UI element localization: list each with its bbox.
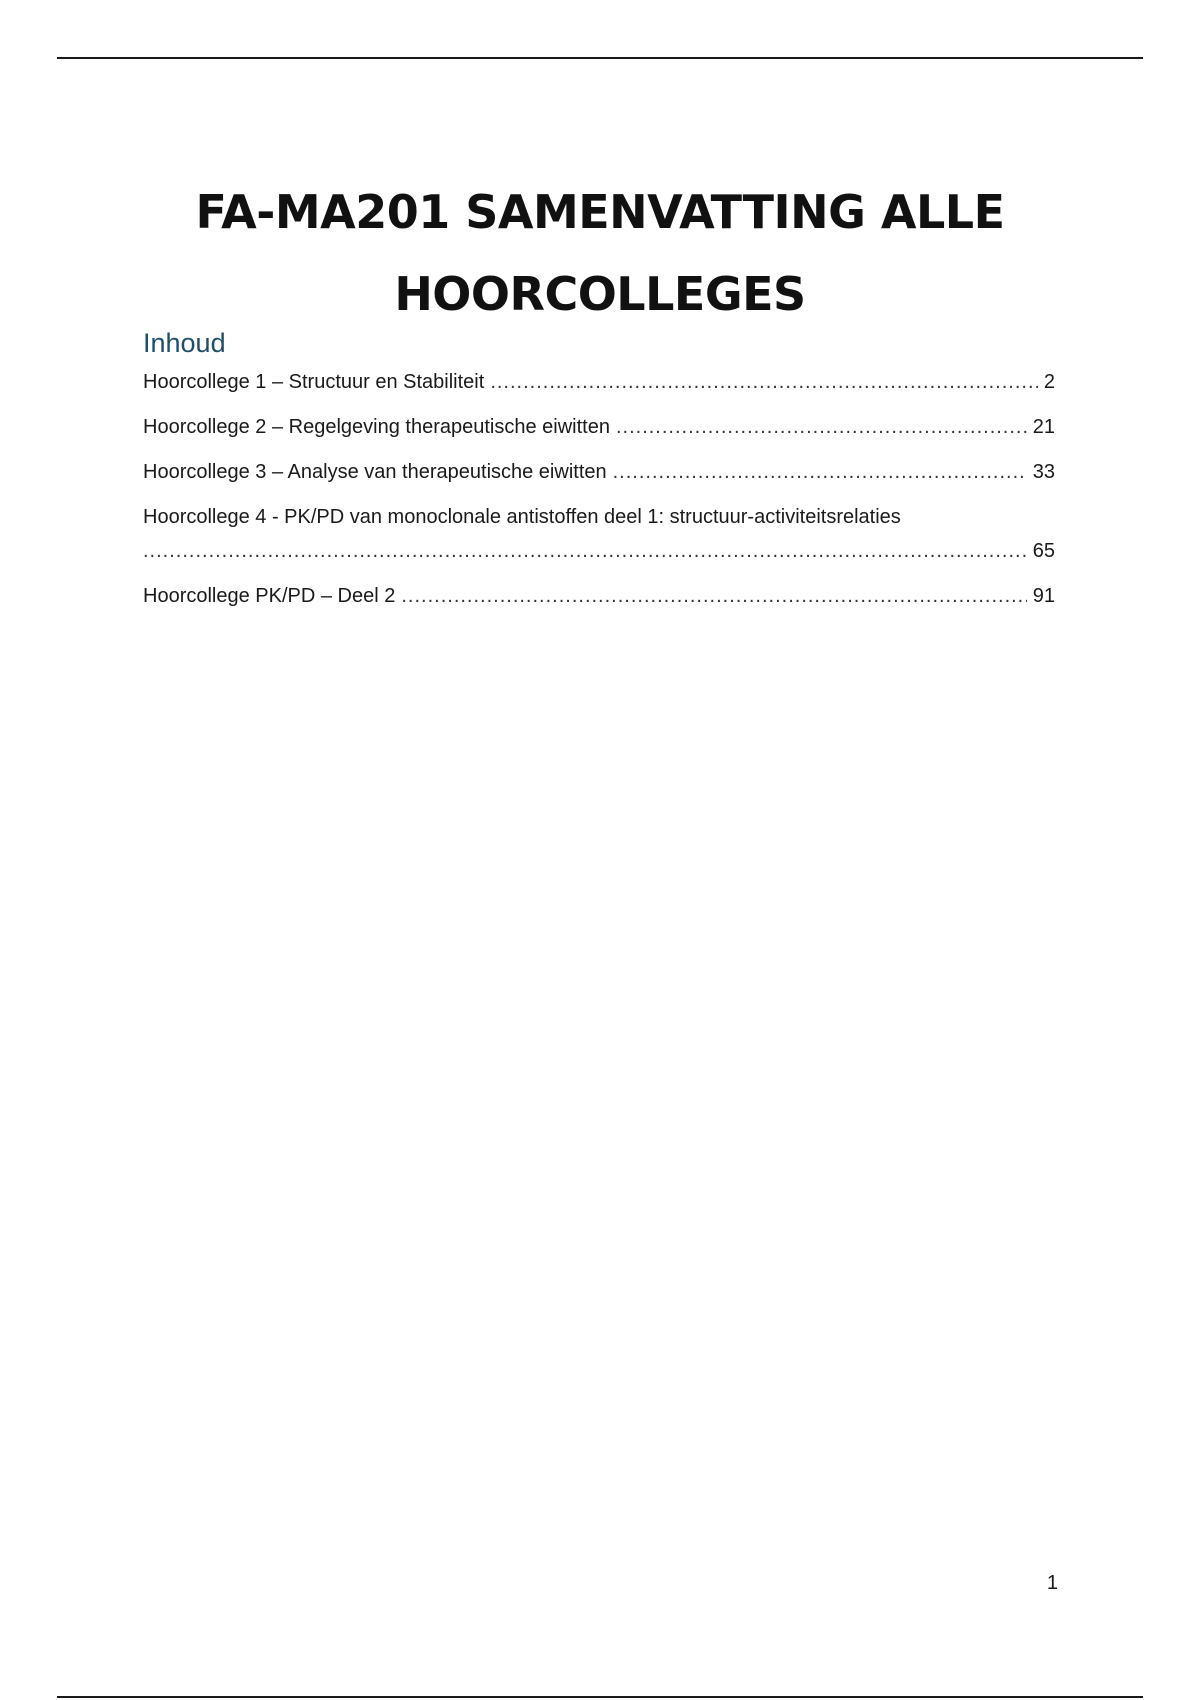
toc-leader-dots <box>401 584 1026 608</box>
footer-rule <box>57 1696 1143 1698</box>
toc-leader-dots <box>616 415 1027 439</box>
toc-entry[interactable] <box>143 460 1055 484</box>
toc-heading: Inhoud <box>143 328 226 358</box>
document-title <box>0 171 1200 335</box>
toc-leader-dots <box>490 370 1038 394</box>
header-rule <box>57 57 1143 59</box>
toc-entry-label: Hoorcollege 1 – Structuur en Stabiliteit <box>143 371 485 393</box>
toc-entry-label: Hoorcollege PK/PD – Deel 2 <box>143 585 396 607</box>
page-number: 1 <box>1046 1572 1058 1594</box>
toc-entry-page: 91 <box>1032 585 1055 607</box>
table-of-contents <box>143 370 1055 608</box>
toc-entry-label: Hoorcollege 3 – Analyse van therapeutische eiwitten <box>143 461 607 483</box>
document-title-line-1: FA-MA201 SAMENVATTING ALLE <box>195 184 1005 239</box>
toc-entry-page: 33 <box>1032 461 1055 483</box>
toc-leader-dots <box>143 539 1027 563</box>
toc-entry-label: Hoorcollege 2 – Regelgeving therapeutische eiwitten <box>143 416 610 438</box>
toc-entry[interactable] <box>143 415 1055 439</box>
toc-entry-page: 21 <box>1032 416 1055 438</box>
toc-entry-page: 65 <box>1032 540 1055 562</box>
toc-entry[interactable] <box>143 370 1055 394</box>
toc-leader-dots <box>613 460 1027 484</box>
toc-entry-label: Hoorcollege 4 - PK/PD van monoclonale antistoffen deel 1: structuur-activiteitsrelaties <box>143 506 901 528</box>
toc-entry[interactable] <box>143 505 1055 563</box>
document-title-line-2: HOORCOLLEGES <box>394 266 806 321</box>
toc-entry[interactable] <box>143 584 1055 608</box>
toc-entry-page: 2 <box>1043 371 1055 393</box>
